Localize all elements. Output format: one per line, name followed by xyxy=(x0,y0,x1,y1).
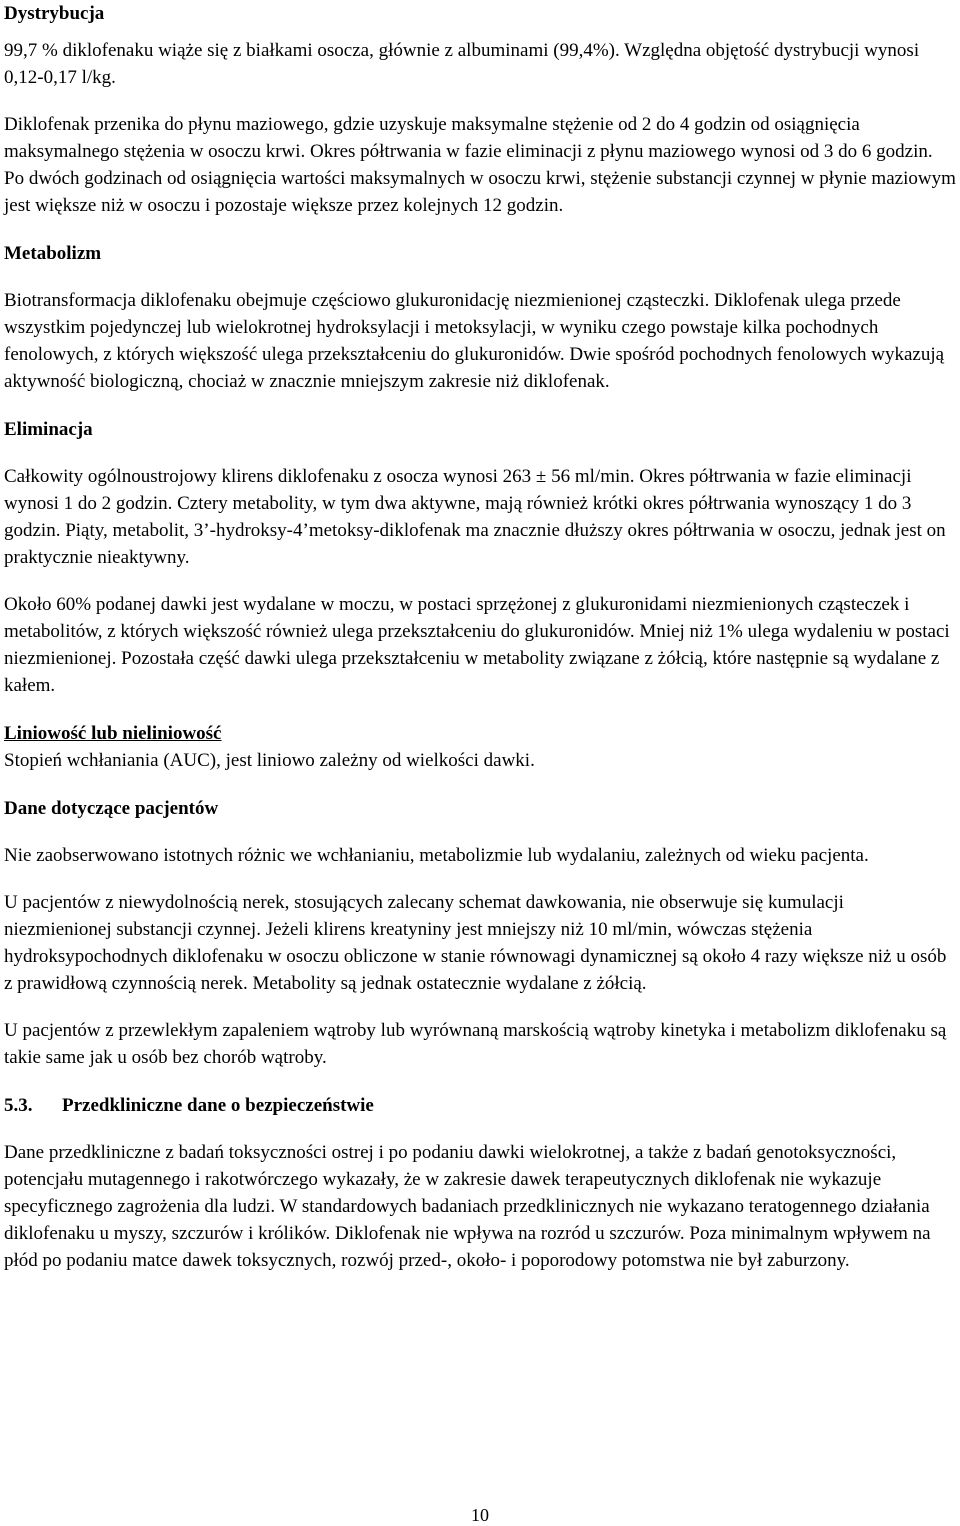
paragraph-linearity-1: Stopień wchłaniania (AUC), jest liniowo zależny od wielkości dawki. xyxy=(4,750,535,771)
paragraph-elimination-1: Całkowity ogólnoustrojowy klirens diklofenaku z osocza wynosi 263 ± 56 ml/min. Okres półtrwania w fazie eliminacji wynosi 1 do 2 godzin. Cztery metabolity, w tym dwa aktywne, mają również krótki okres półtrwania wynoszący 1 do 3 godzin. Piąty, metabolit, 3’-hydroksy-4’metoksy-diklofenak ma znacznie dłuższy okres półtrwania w osoczu, jednak jest on praktycznie nieaktywny. xyxy=(4,466,946,568)
heading-preclinical xyxy=(4,1092,956,1119)
heading-distribution: Dystrybucja xyxy=(4,3,105,24)
paragraph-distribution-2: Diklofenak przenika do płynu maziowego, gdzie uzyskuje maksymalne stężenie od 2 do 4 godzin od osiągnięcia maksymalnego stężenia w osoczu krwi. Okres półtrwania w fazie eliminacji z płynu maziowego wynosi od 3 do 6 godzin. Po dwóch godzinach od osiągnięcia wartości maksymalnych w osoczu krwi, stężenie substancji czynnej w płynie maziowym jest większe niż w osoczu i pozostaje większe przez kolejnych 12 godzin. xyxy=(4,114,956,216)
document-page xyxy=(4,0,956,1274)
paragraph-patients-3: U pacjentów z przewlekłym zapaleniem wątroby lub wyrównaną marskością wątroby kinetyka i metabolizm diklofenaku są takie same jak u osób bez chorób wątroby. xyxy=(4,1020,947,1068)
heading-patients: Dane dotyczące pacjentów xyxy=(4,798,219,819)
paragraph-distribution-1: 99,7 % diklofenaku wiąże się z białkami osocza, głównie z albuminami (99,4%). Względna objętość dystrybucji wynosi 0,12-0,17 l/kg. xyxy=(4,40,920,88)
heading-elimination: Eliminacja xyxy=(4,419,93,440)
section-number: 5.3. xyxy=(4,1095,33,1116)
paragraph-metabolism-1: Biotransformacja diklofenaku obejmuje częściowo glukuronidację niezmienionej cząsteczki. Diklofenak ulega przede wszystkim pojedynczej lub wielokrotnej hydroksylacji i metoksylacji, w wyniku czego powstaje kilka pochodnych fenolowych, z których większość ulega przekształceniu do glukuronidów. Dwie spośród pochodnych fenolowych wykazują aktywność biologiczną, chociaż w znacznie mniejszym zakresie niż diklofenak. xyxy=(4,290,945,392)
paragraph-patients-2: U pacjentów z niewydolnością nerek, stosujących zalecany schemat dawkowania, nie obserwuje się kumulacji niezmienionej substancji czynnej. Jeżeli klirens kreatyniny jest mniejszy niż 10 ml/min, wówczas stężenia hydroksypochodnych diklofenaku w osoczu obliczone w stanie równowagi dynamicznej są około 4 razy większe niż u osób z prawidłową czynnością nerek. Metabolity są jednak ostatecznie wydalane z żółcią. xyxy=(4,892,947,994)
heading-metabolism: Metabolizm xyxy=(4,243,102,264)
paragraph-patients-1: Nie zaobserwowano istotnych różnic we wchłanianiu, metabolizmie lub wydalaniu, zależnych od wieku pacjenta. xyxy=(4,845,869,866)
paragraph-preclinical-1: Dane przedkliniczne z badań toksyczności ostrej i po podaniu dawki wielokrotnej, a także z badań genotoksyczności, potencjału mutagennego i rakotwórczego wykazały, że w zakresie dawek terapeutycznych diklofenak nie wykazuje specyficznego zagrożenia dla ludzi. W standardowych badaniach przedklinicznych nie wykazano teratogennego działania diklofenaku u myszy, szczurów i królików. Diklofenak nie wpływa na rozród u szczurów. Poza minimalnym wpływem na płód po podaniu matce dawek toksycznych, rozwój przed-, około- i poporodowy potomstwa nie był zaburzony. xyxy=(4,1142,931,1271)
paragraph-elimination-2: Około 60% podanej dawki jest wydalane w moczu, w postaci sprzężonej z glukuronidami niezmienionych cząsteczek i metabolitów, z których większość również ulega przekształceniu do glukuronidów. Mniej niż 1% ulega wydaleniu w postaci niezmienionej. Pozostała część dawki ulega przekształceniu w metabolity związane z żółcią, które następnie są wydalane z kałem. xyxy=(4,594,950,696)
heading-linearity: Liniowość lub nieliniowość xyxy=(4,723,222,744)
section-title: Przedkliniczne dane o bezpieczeństwie xyxy=(62,1095,374,1116)
page-number: 10 xyxy=(471,1505,489,1525)
